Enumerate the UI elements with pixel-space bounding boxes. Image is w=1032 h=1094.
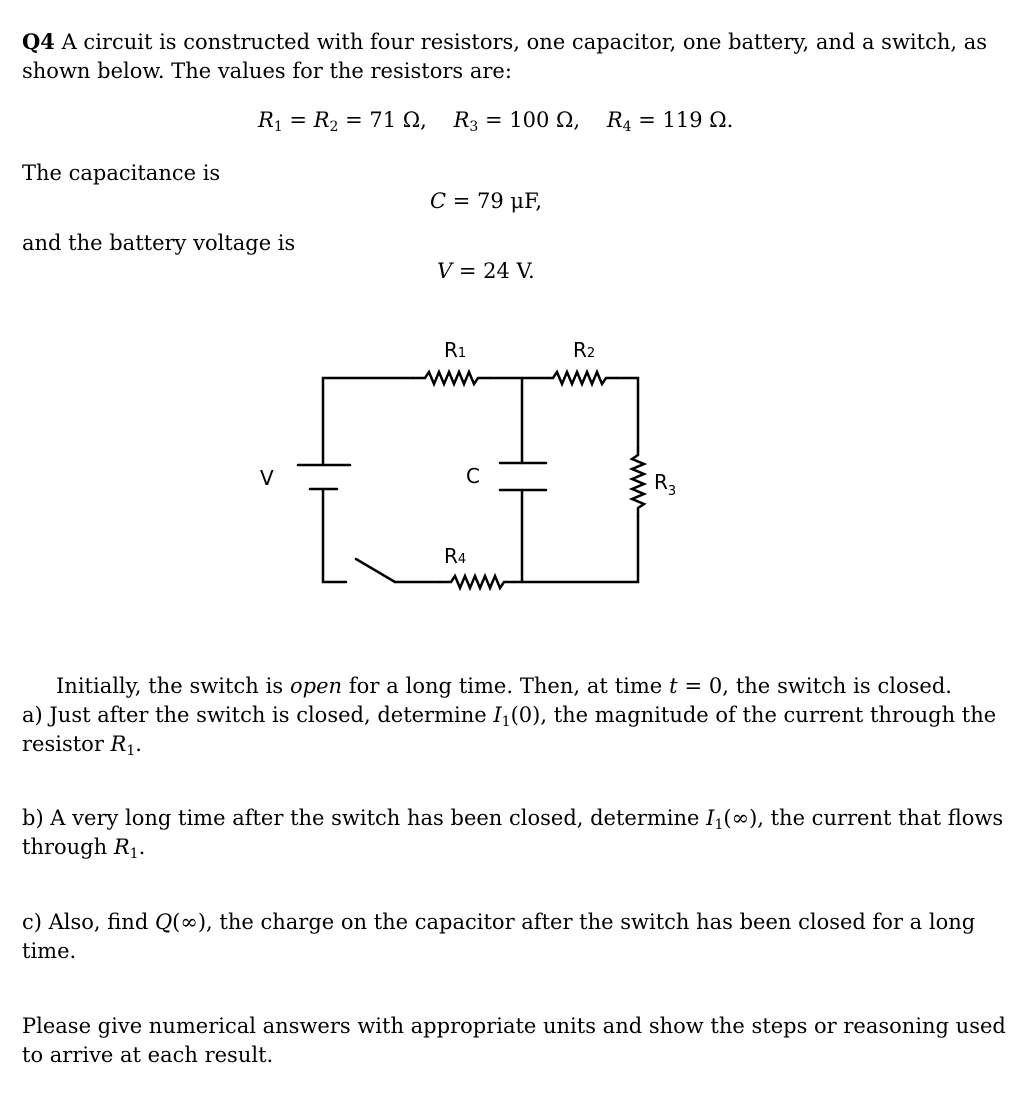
switch [356, 559, 395, 582]
r3-resistor [632, 448, 644, 516]
voltage-label: and the battery voltage is [22, 231, 296, 255]
part-b-paragraph [22, 804, 1004, 862]
wire-top-left [323, 378, 413, 465]
open-word: open [289, 674, 343, 698]
capacitance-label: The capacitance is [22, 161, 221, 185]
r4-label: R4 [444, 544, 467, 568]
r2-label: R2 [573, 338, 596, 362]
r1-r2-value: 71 Ω, [369, 108, 427, 132]
part-b-line-2: through $R_1$. [22, 835, 146, 862]
intro-line-2: shown below. The values for the resistors are: [22, 59, 512, 83]
wire-left-bottom [323, 489, 346, 582]
voltage-equation: V = 24 V. [437, 259, 535, 283]
wire-right [514, 516, 638, 582]
part-a-line-1: a) Just after the switch is closed, determine $I_1(0)$, the magnitude of the current through the [22, 703, 997, 730]
final-line-1: Please give numerical answers with appropriate units and show the steps or reasoning used [22, 1014, 1006, 1038]
r2-resistor [548, 372, 617, 384]
r1-label: R1 [444, 338, 467, 362]
part-a-paragraph [22, 672, 997, 759]
r1-resistor [413, 372, 490, 384]
part-c-line-2: time. [22, 939, 77, 963]
part-c-line-1: c) Also, find Q(∞), the charge on the capacitor after the switch has been closed for a long [22, 910, 976, 934]
part-a-line-2: resistor $R_1$. [22, 732, 142, 759]
intro-line-1: Q4 A circuit is constructed with four resistors, one capacitor, one battery, and a switch, as [22, 29, 988, 54]
r4-value: 119 Ω. [662, 108, 734, 132]
resistor-values-equation: $R_1 = R_2 = 71$ Ω, $R_3 = 100$ Ω, $R_4 = 119$ Ω. [258, 108, 734, 135]
capacitance-equation: C = 79 μF, [430, 189, 543, 213]
r3-value: 100 Ω, [509, 108, 581, 132]
voltage-value: 24 V. [483, 259, 535, 283]
question-number: Q4 [22, 29, 55, 54]
final-instruction-paragraph [22, 1012, 1006, 1070]
wire-top-right [617, 378, 638, 448]
part-c-paragraph [22, 908, 976, 966]
part-b-line-1: b) A very long time after the switch has been closed, determine $I_1(\infty)$, the current that flows [22, 806, 1004, 833]
capacitor-label: C [466, 464, 480, 488]
final-line-2: to arrive at each result. [22, 1043, 274, 1067]
r4-resistor [440, 576, 514, 588]
r3-label: $R_3$ [654, 470, 677, 499]
battery-label: V [260, 466, 274, 490]
capacitance-value: 79 μF, [477, 189, 543, 213]
initial-line: Initially, the switch is open for a long time. Then, at time t = 0, the switch is closed. [56, 674, 952, 698]
